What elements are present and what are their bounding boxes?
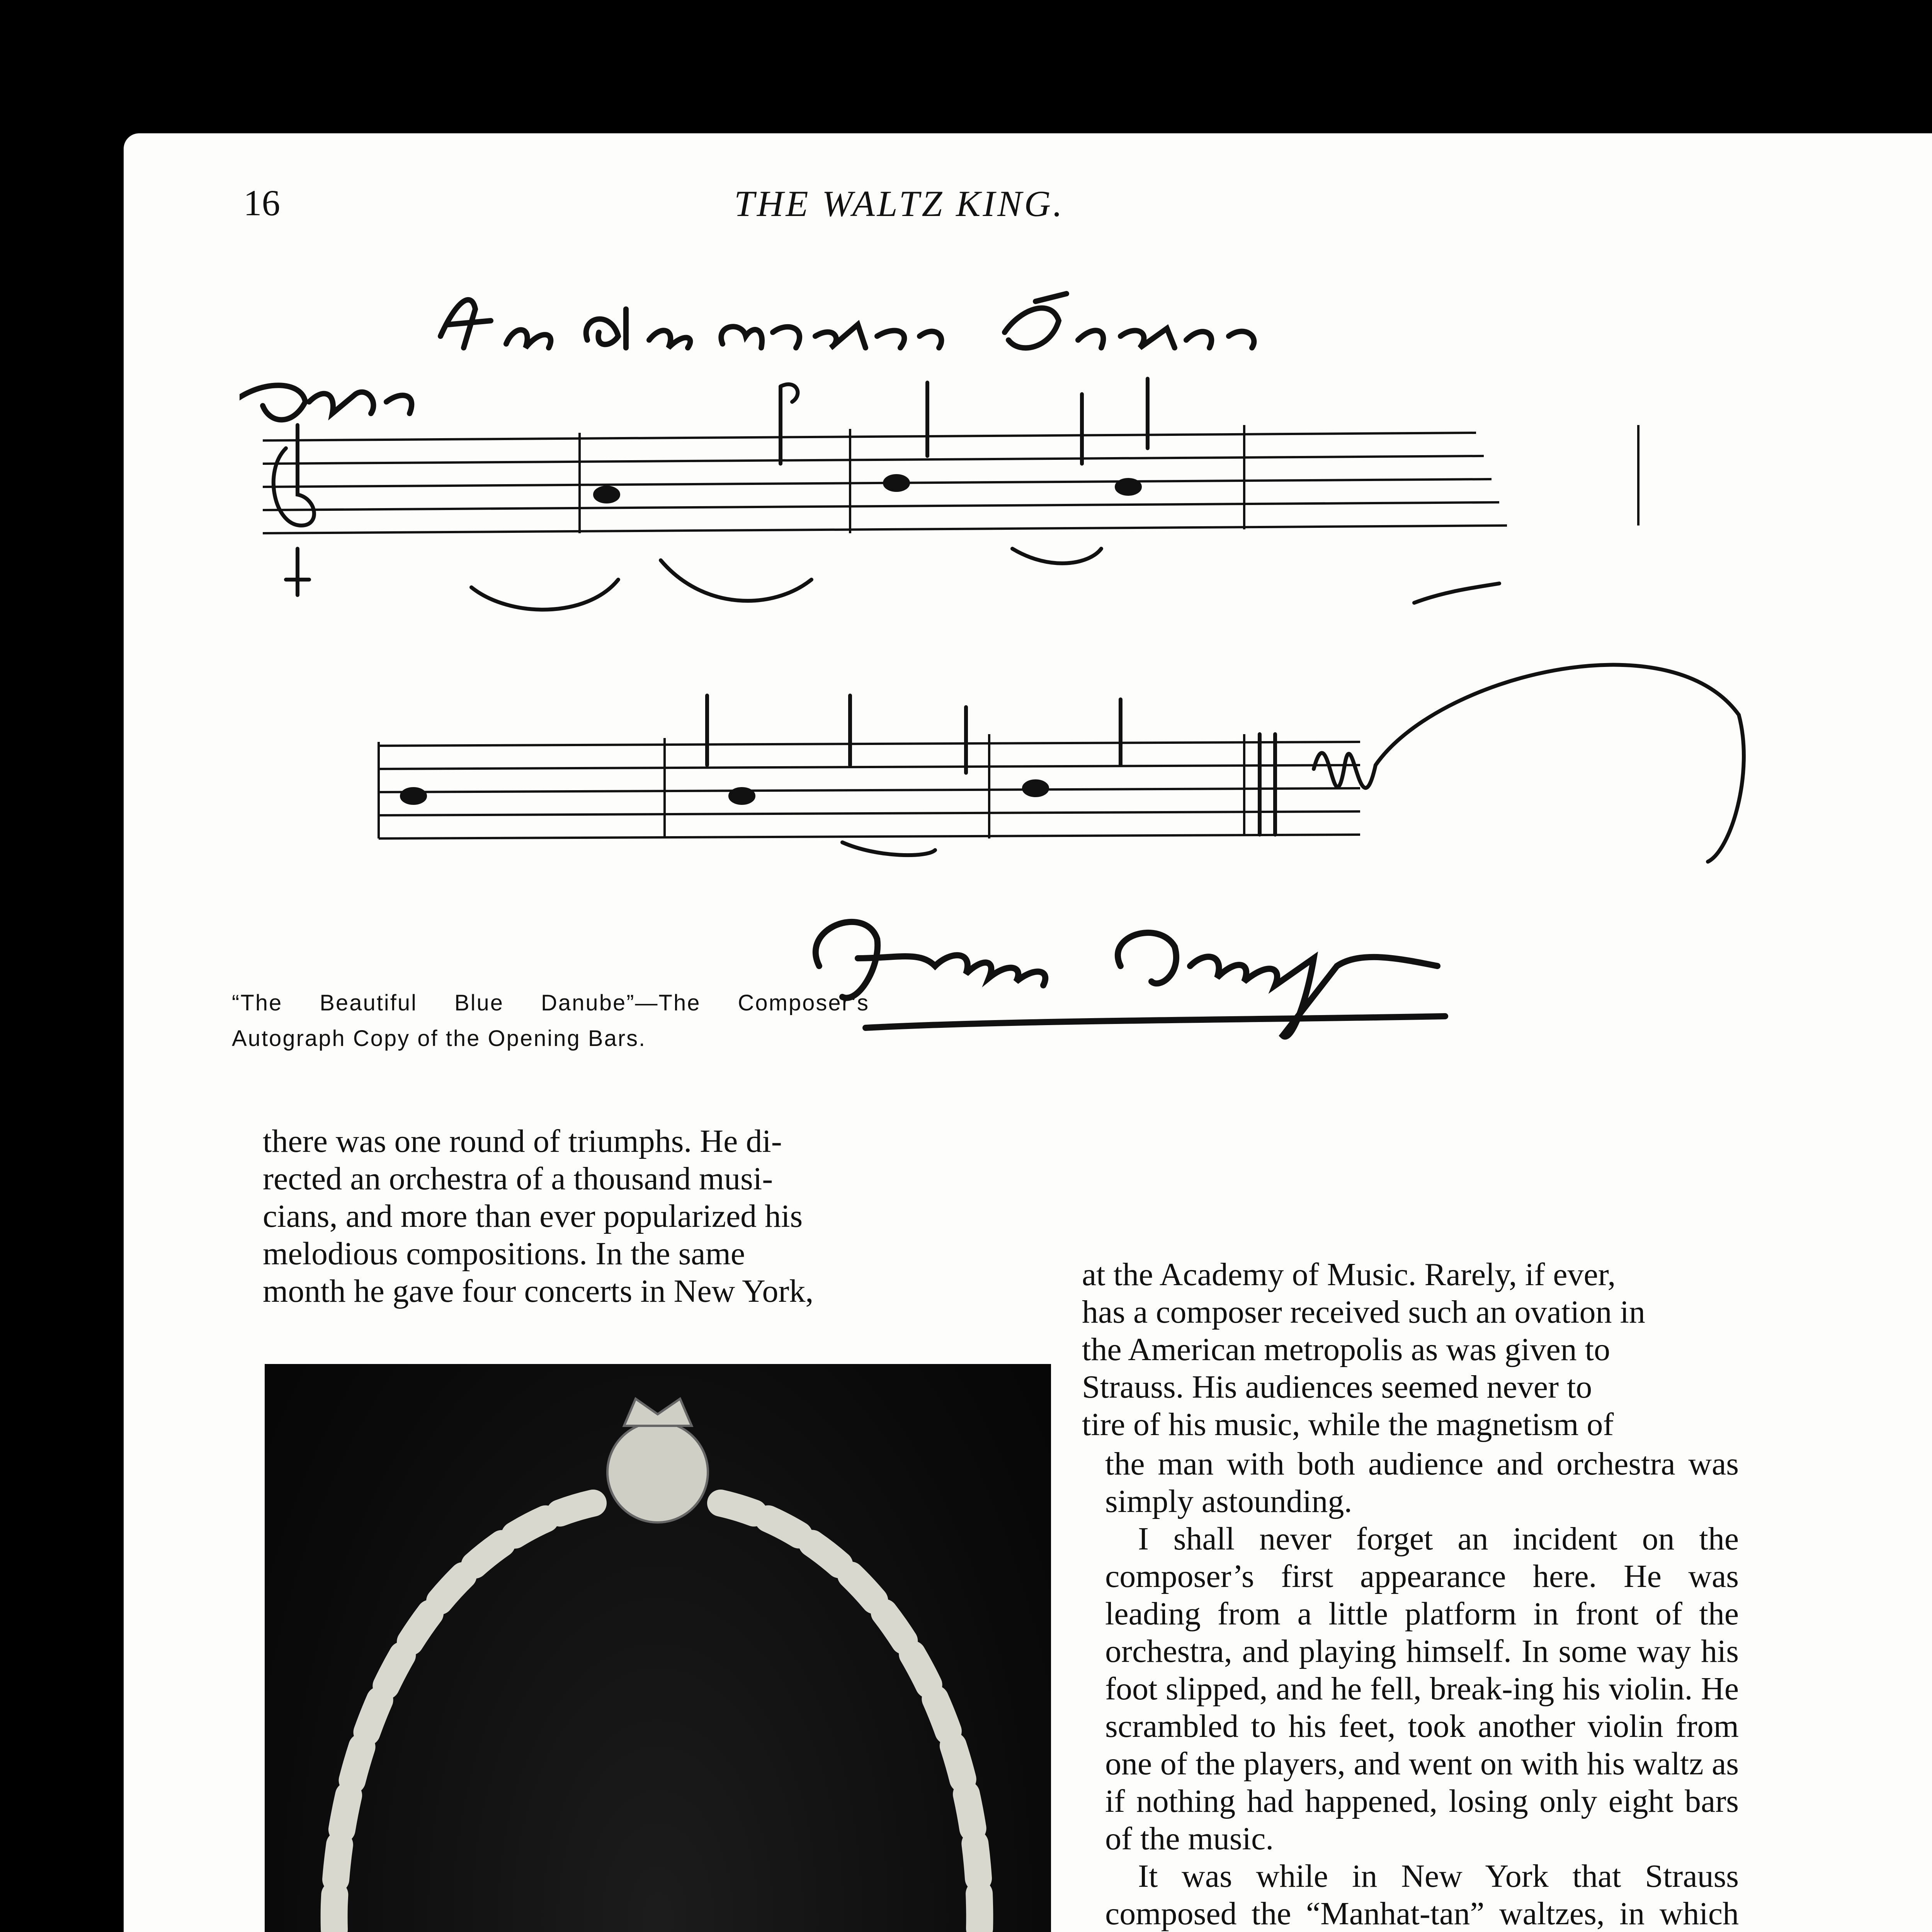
right-column-text [1105, 1445, 1739, 1932]
signature [816, 922, 1445, 1037]
laurel-leaves [334, 1503, 980, 1932]
paragraph: I shall never forget an incident on the composer’s first appearance here. He was leading from a little platform in front of the orchestra, and playing himself. In some way his foot slipped, and he fell, break-ing his violin. He scrambled to his feet, took another violin from one of the players, and went on with his waltz as if nothing had happened, losing only eight bars of the music. [1105, 1521, 1739, 1857]
text-line: the American metropolis as was given to [1082, 1332, 1611, 1367]
wreath-photograph [265, 1364, 1051, 1932]
right-top-column-text [1082, 1256, 1739, 1443]
score-caption: “The Beautiful Blue Danube”—The Composer’s Autograph Copy of the Opening Bars. [232, 990, 869, 1051]
score-subtitle-handwriting [240, 385, 412, 420]
text-line: month he gave four concerts in New York, [263, 1273, 814, 1309]
text-line: there was one round of triumphs. He di- [263, 1123, 782, 1159]
text-line: tire of his music, while the magnetism of [1082, 1406, 1614, 1442]
text-line: Strauss. His audiences seemed never to [1082, 1369, 1592, 1405]
left-column-text [263, 1122, 1032, 1310]
paragraph: It was while in New York that Strauss composed the “Manhat-tan” waltzes, in which [1105, 1858, 1739, 1932]
text-line: melodious compositions. In the same [263, 1236, 745, 1272]
wreath-illustration [265, 1364, 1051, 1932]
medallion [607, 1422, 708, 1522]
crown [624, 1399, 692, 1426]
text-line: cians, and more than ever popularized his [263, 1198, 803, 1234]
staff-system-2 [379, 734, 1360, 838]
text-line: rected an orchestra of a thousand musi- [263, 1161, 773, 1197]
staff-system-1 [263, 425, 1638, 533]
score-title-handwriting [440, 294, 1254, 348]
running-title: THE WALTZ KING. [734, 183, 1065, 224]
autograph-score [240, 232, 1777, 1105]
text-line: at the Academy of Music. Rarely, if ever, [1082, 1257, 1616, 1293]
page-number: 16 [243, 182, 280, 223]
paragraph: the man with both audience and orchestra was simply astounding. [1105, 1446, 1739, 1519]
text-line: has a composer received such an ovation in [1082, 1294, 1645, 1330]
